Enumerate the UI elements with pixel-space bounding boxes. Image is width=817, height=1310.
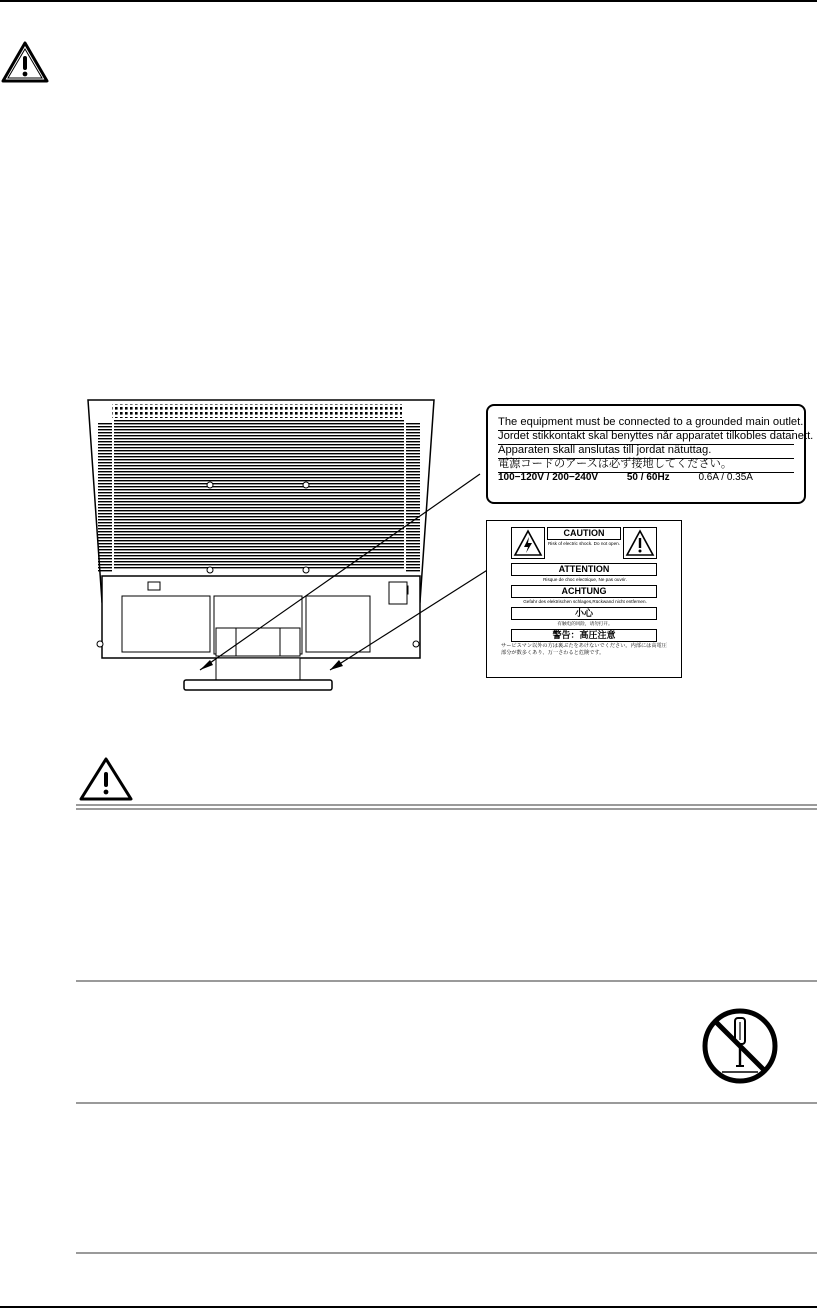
section-divider — [76, 1102, 817, 1104]
leader-lines — [180, 470, 510, 690]
bottom-rule — [0, 1306, 817, 1308]
jp-title: 警告：高圧注意 — [511, 629, 657, 642]
top-rule — [0, 0, 817, 2]
frequency-spec: 50 / 60Hz — [626, 472, 670, 483]
caution-sub: Risk of electric shock. Do not open. — [547, 541, 620, 546]
section-divider — [76, 1252, 817, 1254]
warning-triangle-small-icon — [623, 527, 657, 559]
electric-shock-icon — [511, 527, 545, 559]
voltage-spec: 100−120V / 200−240V — [498, 472, 599, 483]
warning-triangle-icon — [78, 756, 134, 802]
attention-title: ATTENTION — [511, 563, 657, 576]
label-line-no: Jordet stikkontakt skal benyttes når apparatet tilkobles datanett. — [498, 430, 794, 445]
section-header-rule — [76, 804, 817, 810]
grounding-label — [486, 404, 814, 504]
no-disassembly-icon — [700, 1006, 780, 1086]
zh-title: 小心 — [511, 607, 657, 620]
attention-sub: Risque de choc electrique, Ne pas ouvrir. — [543, 577, 627, 582]
label-line-en: The equipment must be connected to a grounded main outlet. — [498, 416, 794, 431]
jp-sub: サービスマン以外の方は裏ぶたをあけないでください。内部には高電圧部分が数多くあり、万一さわると危険です。 — [501, 643, 667, 656]
power-spec — [498, 472, 753, 483]
current-spec: 0.6A / 0.35A — [698, 472, 753, 483]
caution-title: CAUTION — [547, 527, 621, 540]
section-divider — [76, 980, 817, 982]
warning-triangle-icon — [0, 40, 50, 84]
caution-label — [486, 520, 682, 678]
achtung-sub: Gefahr des elektrischen schlages,Rückwand nicht entfernen. — [523, 599, 647, 604]
achtung-title: ACHTUNG — [511, 585, 657, 598]
zh-sub: 有触电的风险，请勿打开。 — [557, 621, 613, 626]
label-line-jp: 電源コードのアースは必ず接地してください。 — [498, 458, 794, 473]
label-line-sv: Apparaten skall anslutas till jordat nätuttag. — [498, 444, 794, 459]
